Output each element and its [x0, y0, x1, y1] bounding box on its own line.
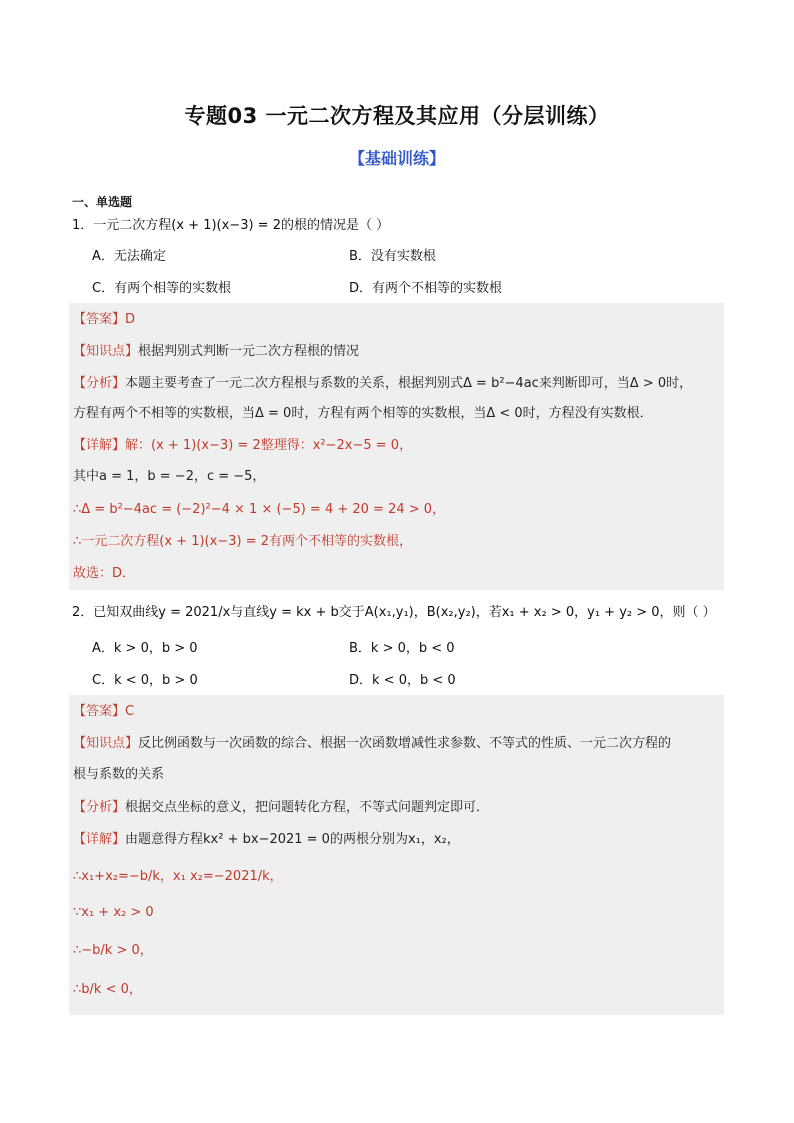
q1-answer	[73, 310, 135, 330]
knowledge-label: 【知识点】	[73, 344, 139, 359]
q2-analysis	[73, 798, 489, 818]
q1-detail-line-3: ∴Δ = b²−4ac = (−2)²−4 × 1 × (−5) = 4 + 20 = 24 > 0，	[73, 502, 446, 517]
knowledge-label: 【知识点】	[73, 736, 139, 751]
answer-value: C	[125, 704, 135, 719]
q1-analysis-cont: 方程有两个不相等的实数根，当Δ = 0时，方程有两个相等的实数根，当Δ < 0时，方程没有实数根．	[73, 406, 653, 421]
q1-detail-line-5: 故选：D．	[73, 566, 136, 581]
q1-analysis	[73, 374, 692, 394]
q1-detail-line-2: 其中a = 1，b = −2，c = −5，	[73, 469, 266, 484]
detail-label: 【详解】	[73, 832, 126, 847]
detail-text: 由题意得方程kx² + bx−2021 = 0的两根分别为x₁，x₂，	[125, 832, 460, 847]
q2-answer	[73, 702, 134, 722]
q2-option-c: C．k < 0，b > 0	[92, 673, 198, 688]
q1-solution-block	[69, 303, 724, 590]
answer-label: 【答案】	[73, 704, 126, 719]
q1-option-a: A．无法确定	[92, 249, 166, 264]
q1-detail	[73, 436, 412, 456]
detail-label: 【详解】	[73, 438, 126, 453]
q2-option-a: A．k > 0，b > 0	[92, 641, 198, 656]
q1-knowledge	[73, 342, 359, 362]
question-2-stem: 2．已知双曲线y = 2021/x与直线y = kx + b交于A(x₁,y₁)，B(x₂,y₂)，若x₁ + x₂ > 0，y₁ + y₂ > 0，则（ ）	[72, 605, 716, 620]
question-1-stem: 1．一元二次方程(x + 1)(x−3) = 2的根的情况是（ ）	[72, 218, 390, 233]
q1-option-c: C．有两个相等的实数根	[92, 281, 232, 296]
q1-option-d: D．有两个不相等的实数根	[349, 281, 503, 296]
q1-detail-line-4: ∴一元二次方程(x + 1)(x−3) = 2有两个不相等的实数根，	[73, 534, 412, 549]
analysis-text: 根据交点坐标的意义，把问题转化方程，不等式问题判定即可．	[125, 800, 490, 815]
answer-label: 【答案】	[73, 312, 126, 327]
analysis-text: 本题主要考查了一元二次方程根与系数的关系，根据判别式Δ = b²−4ac来判断即可，当Δ > 0时，	[125, 376, 693, 391]
knowledge-text: 根据判别式判断一元二次方程根的情况	[138, 344, 360, 359]
q2-option-d: D．k < 0，b < 0	[349, 673, 456, 688]
q2-detail-line-4: ∴−b/k > 0，	[73, 943, 153, 958]
q2-knowledge	[73, 734, 671, 754]
q2-solution-block	[69, 695, 724, 1015]
q2-detail	[73, 830, 460, 850]
q2-detail-line-2: ∴x₁+x₂=−b/k，x₁ x₂=−2021/k，	[73, 869, 283, 884]
section-subtitle: 【基础训练】	[348, 149, 445, 168]
analysis-label: 【分析】	[73, 376, 126, 391]
section-heading: 一、单选题	[72, 195, 133, 209]
detail-text: 解：(x + 1)(x−3) = 2整理得：x²−2x−5 = 0，	[125, 438, 413, 453]
analysis-label: 【分析】	[73, 800, 126, 815]
q2-knowledge-cont: 根与系数的关系	[73, 767, 165, 782]
q2-option-b: B．k > 0，b < 0	[349, 641, 455, 656]
q2-detail-line-5: ∴b/k < 0，	[73, 982, 142, 997]
q1-option-b: B．没有实数根	[349, 249, 436, 264]
answer-value: D	[125, 312, 136, 327]
page-title: 专题03 一元二次方程及其应用（分层训练）	[184, 104, 610, 128]
knowledge-text: 反比例函数与一次函数的综合、根据一次函数增减性求参数、不等式的性质、一元二次方程的	[138, 736, 672, 751]
q2-detail-line-3: ∵x₁ + x₂ > 0	[73, 905, 154, 920]
